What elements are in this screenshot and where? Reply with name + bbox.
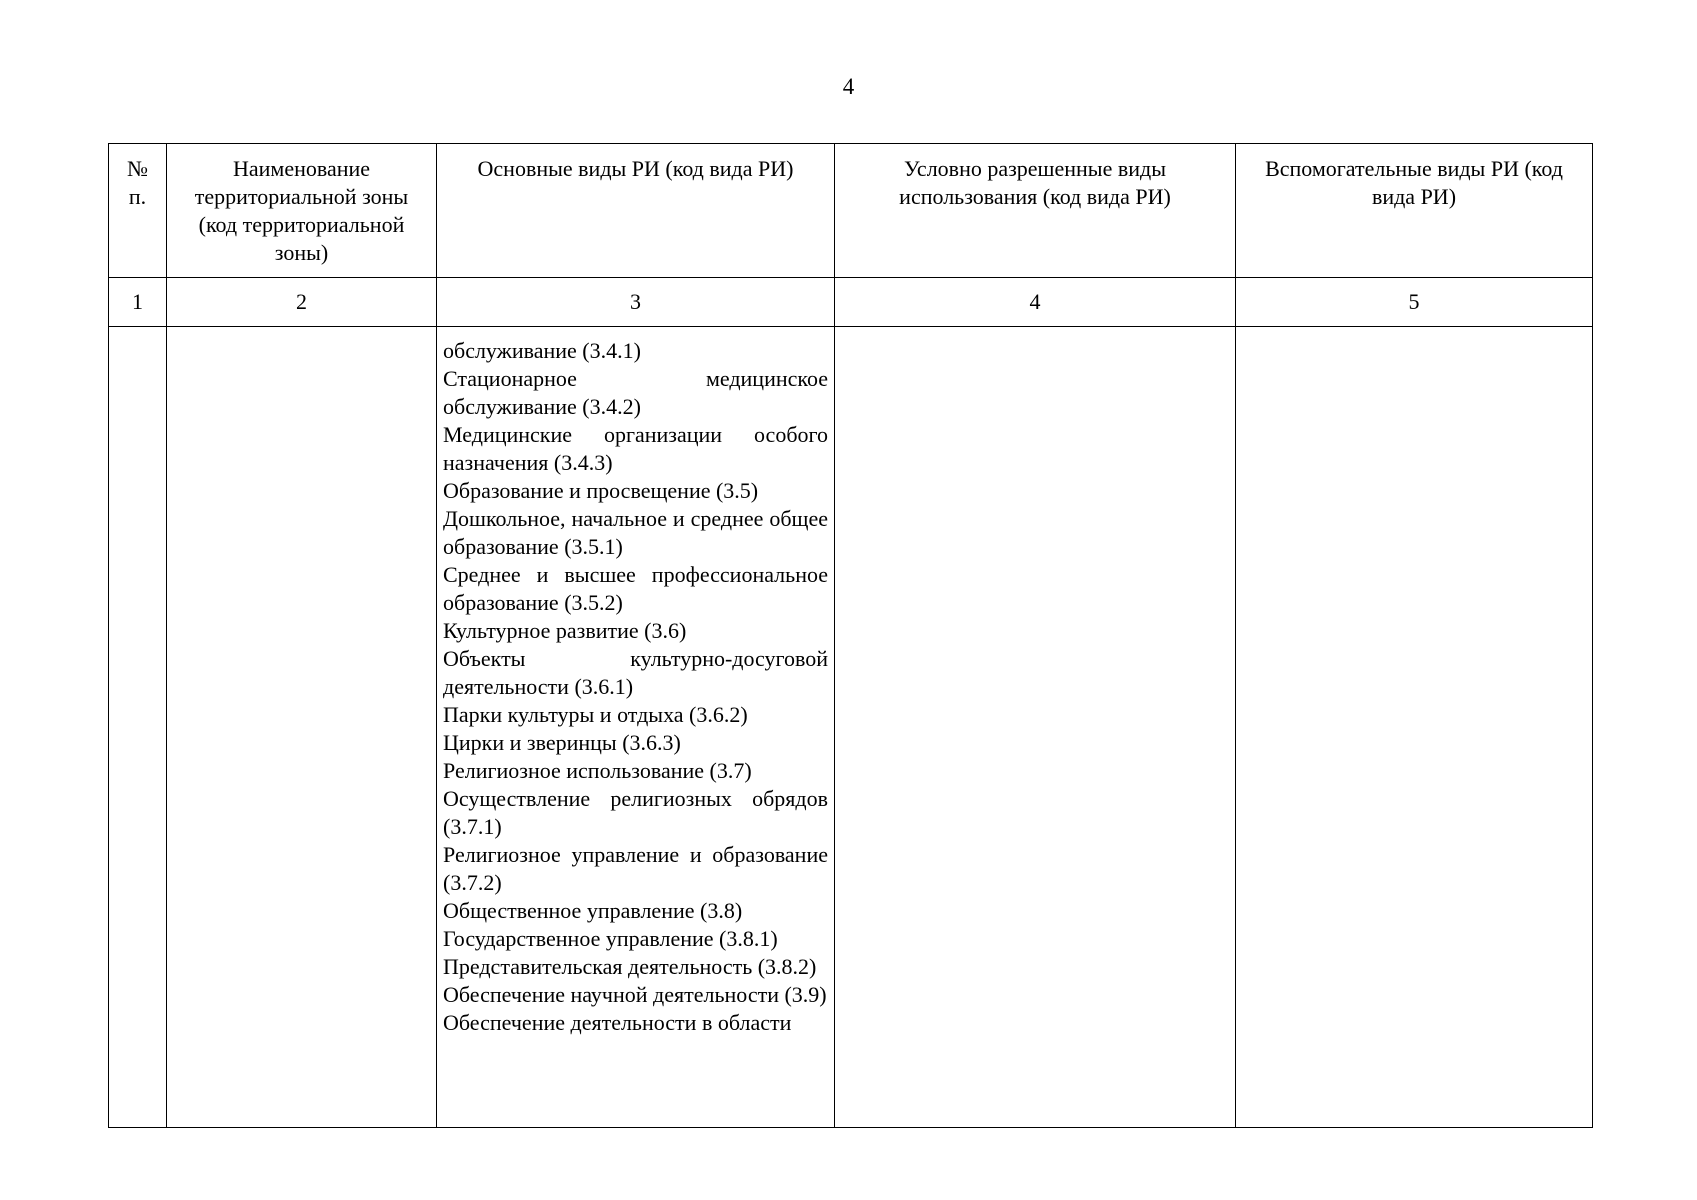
- zoning-table: [108, 143, 1593, 1128]
- main-use-item: Религиозное использование (3.7): [443, 758, 752, 783]
- header-conditional-uses: Условно разрешенные виды использования (код вида РИ): [835, 144, 1236, 278]
- conditional-uses-cell: [835, 327, 1236, 1128]
- column-number: 2: [167, 278, 437, 327]
- header-zone-name: Наименование территориальной зоны (код территориальной зоны): [167, 144, 437, 278]
- table-header-row: [109, 144, 1593, 278]
- main-use-item: Общественное управление (3.8): [443, 898, 743, 923]
- main-use-item: обслуживание (3.4.1): [443, 338, 641, 363]
- header-main-uses: Основные виды РИ (код вида РИ): [437, 144, 835, 278]
- main-use-item: Дошкольное, начальное и среднее общее образование (3.5.1): [443, 506, 828, 559]
- item-number-cell: [109, 327, 167, 1128]
- main-use-item: Государственное управление (3.8.1): [443, 926, 778, 951]
- main-use-item: Цирки и зверинцы (3.6.3): [443, 730, 681, 755]
- main-use-item: Образование и просвещение (3.5): [443, 478, 759, 503]
- main-use-item: Обеспечение научной деятельности (3.9): [443, 982, 827, 1007]
- auxiliary-uses-cell: [1236, 327, 1593, 1128]
- column-number: 4: [835, 278, 1236, 327]
- column-number: 3: [437, 278, 835, 327]
- main-use-item: Медицинские организации особого назначения (3.4.3): [443, 422, 828, 475]
- main-use-item: Осуществление религиозных обрядов (3.7.1): [443, 786, 828, 839]
- page-number: 4: [842, 74, 855, 99]
- header-auxiliary-uses: Вспомогательные виды РИ (код вида РИ): [1236, 144, 1593, 278]
- main-use-item: Обеспечение деятельности в области: [443, 1010, 792, 1035]
- header-item-number: № п.: [109, 144, 167, 278]
- main-use-item: Стационарное медицинское обслуживание (3.4.2): [443, 366, 828, 419]
- table-row: [109, 327, 1593, 1128]
- main-uses-list: [443, 337, 828, 1037]
- main-use-item: Объекты культурно-досуговой деятельности (3.6.1): [443, 646, 828, 699]
- column-number: 1: [109, 278, 167, 327]
- column-number-row: [109, 278, 1593, 327]
- main-use-item: Культурное развитие (3.6): [443, 618, 687, 643]
- main-use-item: Среднее и высшее профессиональное образование (3.5.2): [443, 562, 828, 615]
- zone-name-cell: [167, 327, 437, 1128]
- main-use-item: Религиозное управление и образование (3.7.2): [443, 842, 828, 895]
- main-use-item: Представительская деятельность (3.8.2): [443, 954, 817, 979]
- column-number: 5: [1236, 278, 1593, 327]
- main-use-item: Парки культуры и отдыха (3.6.2): [443, 702, 748, 727]
- main-uses-cell: [437, 327, 835, 1128]
